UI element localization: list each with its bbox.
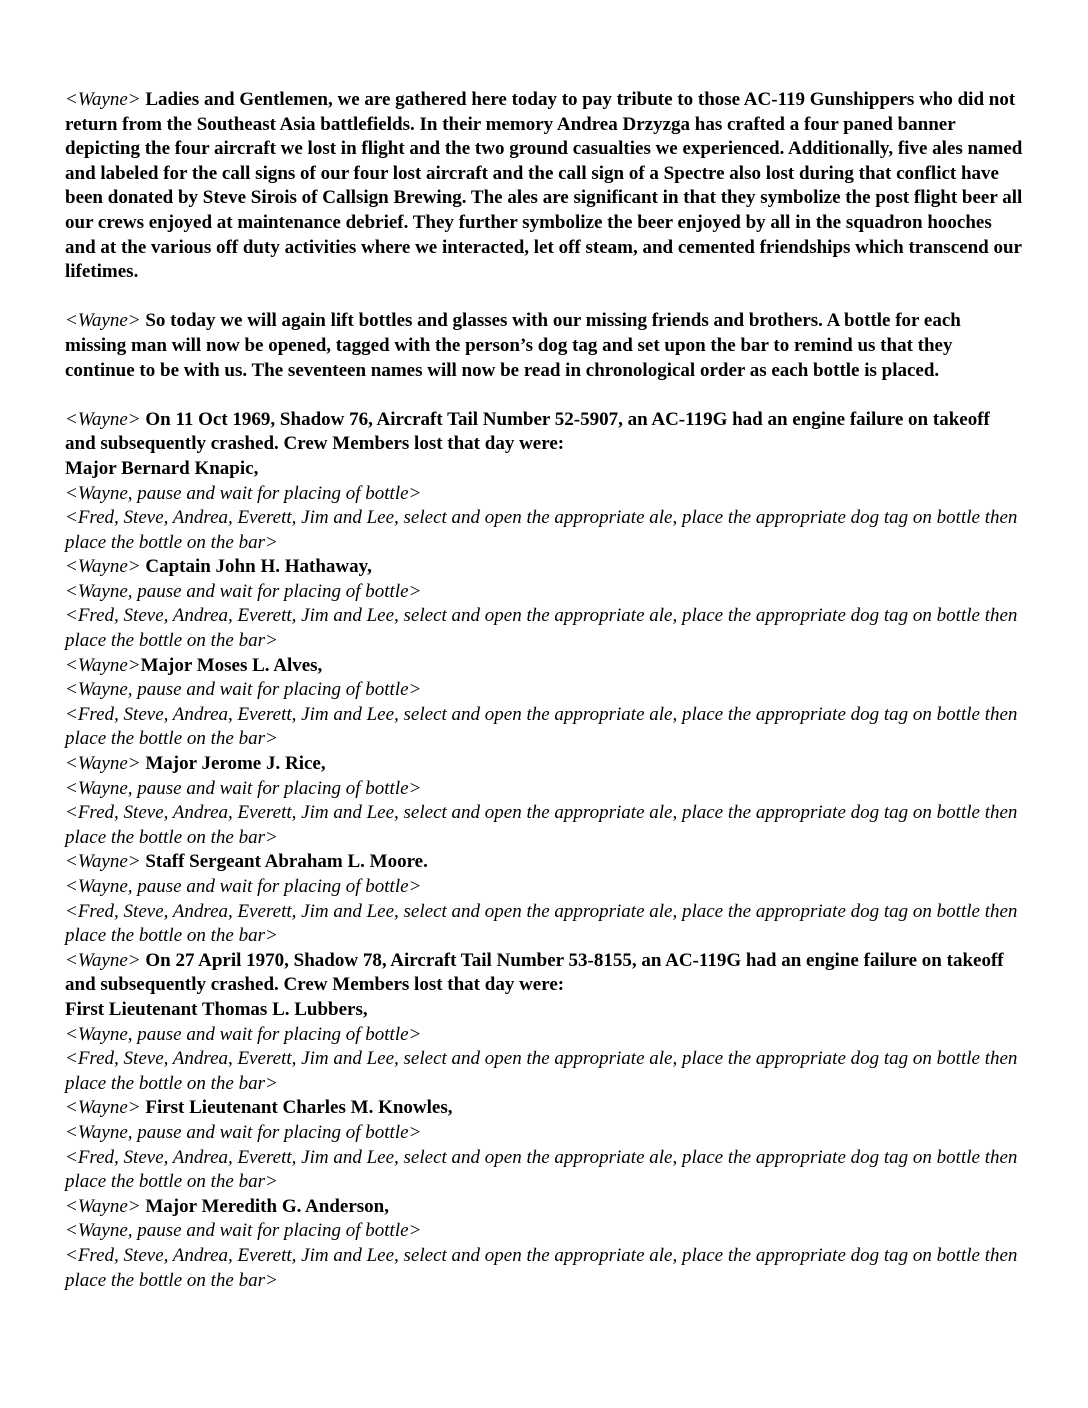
crew-name-hathaway: Captain John H. Hathaway, — [145, 556, 372, 578]
incident-1-paragraph — [65, 408, 1025, 457]
speaker-tag: <Wayne> — [65, 753, 141, 775]
pause-instruction: <Wayne, pause and wait for placing of bottle> — [65, 1023, 422, 1045]
crew-entry-rice — [65, 752, 1025, 777]
pause-instruction: <Wayne, pause and wait for placing of bottle> — [65, 1220, 422, 1242]
crew-name-lubbers: First Lieutenant Thomas L. Lubbers, — [65, 998, 368, 1020]
crew-name-moore: Staff Sergeant Abraham L. Moore. — [145, 851, 428, 873]
pause-instruction: <Wayne, pause and wait for placing of bottle> — [65, 580, 422, 602]
incident-2-text: On 27 April 1970, Shadow 78, Aircraft Tail Number 53-8155, an AC-119G had an engine failure on takeoff and subsequently crashed. Crew Members lost that day were: — [65, 949, 1004, 996]
open-ale-instruction: <Fred, Steve, Andrea, Everett, Jim and Lee, select and open the appropriate ale, place the appropriate dog tag on bottle then place the bottle on the bar> — [65, 1048, 1018, 1094]
open-ale-instruction: <Fred, Steve, Andrea, Everett, Jim and Lee, select and open the appropriate ale, place the appropriate dog tag on bottle then place the bottle on the bar> — [65, 1146, 1018, 1193]
pause-instruction: <Wayne, pause and wait for placing of bottle> — [65, 777, 422, 799]
pause-instruction: <Wayne, pause and wait for placing of bottle> — [65, 876, 422, 897]
open-ale-instruction: <Fred, Steve, Andrea, Everett, Jim and Lee, select and open the appropriate ale, place the appropriate dog tag on bottle then place the bottle on the bar> — [65, 802, 1018, 848]
crew-name-knowles: First Lieutenant Charles M. Knowles, — [145, 1097, 453, 1119]
open-ale-instruction: <Fred, Steve, Andrea, Everett, Jim and Lee, select and open the appropriate ale, place the appropriate dog tag on bottle then place the bottle on the bar> — [65, 605, 1018, 652]
open-ale-instruction: <Fred, Steve, Andrea, Everett, Jim and Lee, select and open the appropriate ale, place the appropriate dog tag on bottle then place the bottle on the bar> — [65, 900, 1018, 947]
roll-call-section — [65, 408, 1025, 1293]
open-ale-instruction: <Fred, Steve, Andrea, Everett, Jim and Lee, select and open the appropriate ale, place the appropriate dog tag on bottle then place the bottle on the bar> — [65, 507, 1018, 553]
speaker-tag: <Wayne> — [65, 851, 141, 873]
crew-entry-moore — [65, 850, 1025, 875]
speaker-tag: <Wayne> — [65, 1097, 141, 1119]
crew-entry-knowles — [65, 1096, 1025, 1121]
speaker-tag: <Wayne> — [65, 654, 141, 676]
open-ale-instruction: <Fred, Steve, Andrea, Everett, Jim and Lee, select and open the appropriate ale, place the appropriate dog tag on bottle then place the bottle on the bar> — [65, 703, 1018, 750]
intro-paragraph-2 — [65, 309, 1025, 383]
document-page — [65, 88, 1025, 1293]
incident-1-text: On 11 Oct 1969, Shadow 76, Aircraft Tail Number 52-5907, an AC-119G had an engine failure on takeoff and subsequently crashed. Crew Members lost that day were: — [65, 408, 990, 455]
speaker-tag: <Wayne> — [65, 1195, 141, 1217]
speaker-tag: <Wayne> — [65, 556, 141, 578]
speaker-tag: <Wayne> — [65, 89, 141, 110]
crew-entry-anderson — [65, 1195, 1025, 1220]
pause-instruction: <Wayne, pause and wait for placing of bottle> — [65, 482, 422, 504]
intro-paragraph-1 — [65, 88, 1025, 285]
incident-2-paragraph — [65, 949, 1025, 998]
speaker-tag: <Wayne> — [65, 408, 141, 430]
speaker-tag: <Wayne> — [65, 949, 141, 971]
intro-text-1: Ladies and Gentlemen, we are gathered here today to pay tribute to those AC-119 Gunshippers who did not return from the Southeast Asia battlefields. In their memory Andrea Drzyzga has crafted a four paned banner depicting the four aircraft we lost in flight and the two ground casualties we experienced. Additionally, five ales named and labeled for the call signs of our four lost aircraft and the call sign of a Spectre also lost during that conflict have been donated by Steve Sirois of Callsign Brewing. The ales are significant in that they symbolize the post flight beer all our crews enjoyed at maintenance debrief. They further symbolize the beer enjoyed by all in the squadron hooches and at the various off duty activities where we interacted, let off steam, and cemented friendships which transcend our lifetimes. — [65, 89, 1023, 283]
crew-entry-hathaway — [65, 555, 1025, 580]
speaker-tag: <Wayne> — [65, 310, 141, 332]
intro-text-2: So today we will again lift bottles and glasses with our missing friends and brothers. A bottle for each missing man will now be opened, tagged with the person’s dog tag and set upon the bar to remind us that they continue to be with us. The seventeen names will now be read in chronological order as each bottle is placed. — [65, 310, 961, 381]
crew-name-knapic: Major Bernard Knapic, — [65, 457, 259, 479]
pause-instruction: <Wayne, pause and wait for placing of bottle> — [65, 1121, 422, 1143]
crew-entry-alves — [65, 654, 1025, 679]
crew-name-alves: Major Moses L. Alves, — [140, 654, 323, 676]
pause-instruction: <Wayne, pause and wait for placing of bottle> — [65, 679, 422, 701]
open-ale-instruction: <Fred, Steve, Andrea, Everett, Jim and Lee, select and open the appropriate ale, place the appropriate dog tag on bottle then place the bottle on the bar> — [65, 1244, 1018, 1291]
crew-name-rice: Major Jerome J. Rice, — [145, 753, 326, 775]
crew-name-anderson: Major Meredith G. Anderson, — [145, 1195, 389, 1217]
